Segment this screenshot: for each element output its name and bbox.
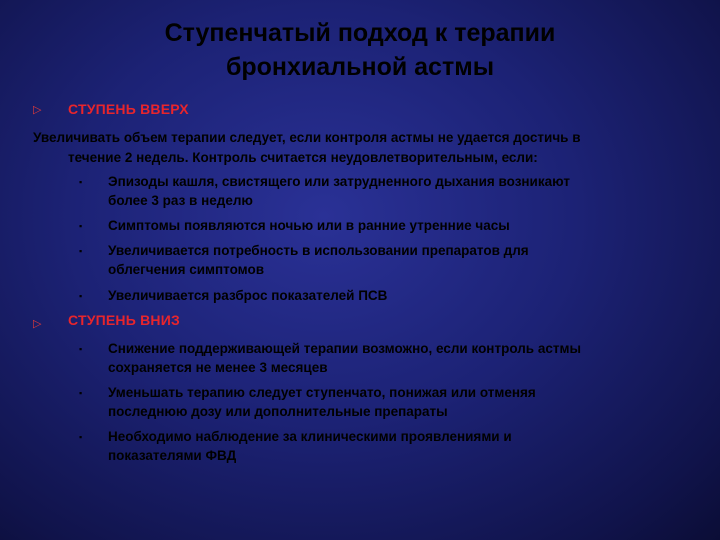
triangle-arrow-icon: ▷ [33,104,42,116]
square-bullet-icon: ▪ [79,177,83,187]
step-down-heading: СТУПЕНЬ ВНИЗ [68,312,180,328]
step-down-item-3 [108,427,668,465]
item-line: более 3 раз в неделю [108,193,253,208]
item-line: Симптомы появляются ночью или в ранние утренние часы [108,218,510,233]
step-up-item-3 [108,241,668,279]
item-line: Необходимо наблюдение за клиническими проявлениями и [108,429,512,444]
item-line: сохраняется не менее 3 месяцев [108,360,328,375]
item-line: показателями ФВД [108,448,237,463]
title-line-2: бронхиальной астмы [225,53,495,81]
item-line: Увеличивается разброс показателей ПСВ [108,288,388,303]
item-line: Уменьшать терапию следует ступенчато, понижая или отменяя [108,385,536,400]
item-line: Увеличивается потребность в использовании препаратов для [108,243,529,258]
slide-title [0,16,720,84]
item-line: последнюю дозу или дополнительные препараты [108,404,448,419]
square-bullet-icon: ▪ [79,221,83,231]
square-bullet-icon: ▪ [79,291,83,301]
item-line: Снижение поддерживающей терапии возможно, если контроль астмы [108,341,582,356]
square-bullet-icon: ▪ [79,388,83,398]
square-bullet-icon: ▪ [79,246,83,256]
title-line-1: Ступенчатый подход к терапии [164,19,556,47]
step-up-item-4 [108,286,668,305]
step-up-paragraph-line-1: Увеличивать объем терапии следует, если контроля астмы не удается достичь в [33,130,581,145]
step-up-item-1 [108,172,668,210]
step-up-paragraph-line-2: течение 2 недель. Контроль считается неудовлетворительным, если: [68,150,538,165]
step-up-item-2 [108,216,668,235]
item-line: Эпизоды кашля, свистящего или затрудненного дыхания возникают [108,174,570,189]
triangle-arrow-icon: ▷ [33,318,42,330]
step-down-item-2 [108,383,668,421]
step-up-heading: СТУПЕНЬ ВВЕРХ [68,101,189,117]
square-bullet-icon: ▪ [79,432,83,442]
item-line: облегчения симптомов [108,262,265,277]
step-down-item-1 [108,339,668,377]
square-bullet-icon: ▪ [79,344,83,354]
